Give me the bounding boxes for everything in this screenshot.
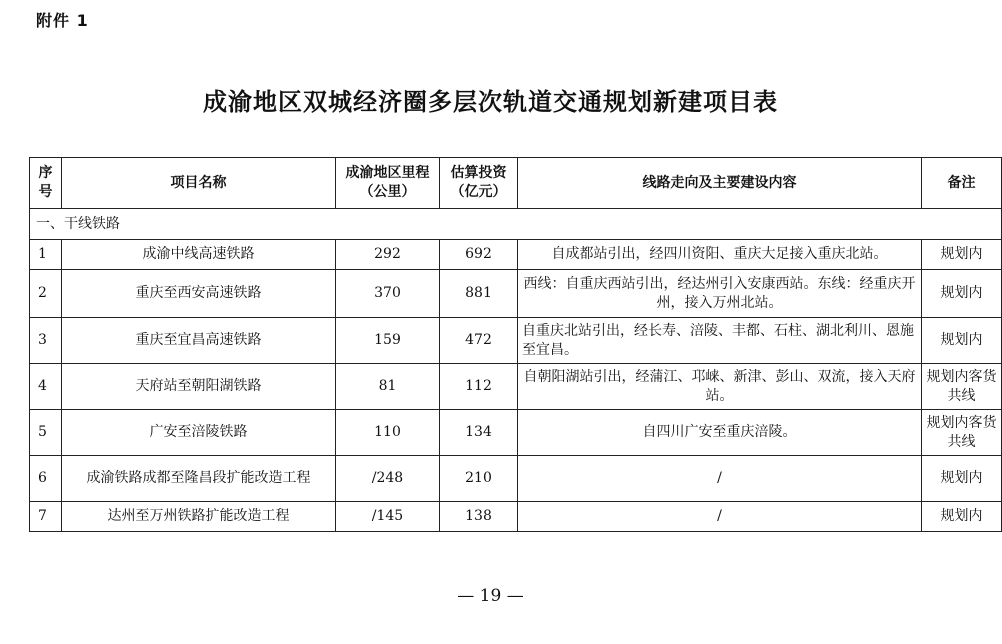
cell-remark: 规划内客货共线: [922, 364, 1002, 410]
cell-investment: 472: [440, 318, 518, 364]
cell-route: 西线：自重庆西站引出，经达州引入安康西站。东线：经重庆开州，接入万州北站。: [518, 270, 922, 318]
cell-name: 成渝中线高速铁路: [62, 240, 336, 270]
cell-length: 110: [336, 410, 440, 456]
cell-length: 159: [336, 318, 440, 364]
header-investment: 估算投资（亿元）: [440, 158, 518, 209]
table-row: [30, 240, 1002, 270]
cell-length: 370: [336, 270, 440, 318]
table-row: [30, 410, 1002, 456]
table-row: [30, 456, 1002, 502]
cell-route: /: [518, 502, 922, 532]
cell-name: 成渝铁路成都至隆昌段扩能改造工程: [62, 456, 336, 502]
header-remark: 备注: [922, 158, 1002, 209]
table-row: [30, 364, 1002, 410]
cell-name: 重庆至西安高速铁路: [62, 270, 336, 318]
cell-remark: 规划内: [922, 240, 1002, 270]
attachment-label: 附件 1: [36, 11, 89, 30]
header-name: 项目名称: [62, 158, 336, 209]
document-title: 成渝地区双城经济圈多层次轨道交通规划新建项目表: [203, 88, 778, 116]
cell-length: /145: [336, 502, 440, 532]
cell-remark: 规划内: [922, 318, 1002, 364]
cell-name: 广安至涪陵铁路: [62, 410, 336, 456]
cell-investment: 210: [440, 456, 518, 502]
header-no: 序号: [30, 158, 62, 209]
table-row: [30, 502, 1002, 532]
cell-no: 4: [30, 364, 62, 410]
cell-no: 2: [30, 270, 62, 318]
cell-route: 自重庆北站引出，经长寿、涪陵、丰都、石柱、湖北利川、恩施至宜昌。: [518, 318, 922, 364]
table-row: [30, 270, 1002, 318]
cell-length: 81: [336, 364, 440, 410]
cell-investment: 134: [440, 410, 518, 456]
table-header-row: [30, 158, 1002, 209]
cell-investment: 881: [440, 270, 518, 318]
cell-investment: 112: [440, 364, 518, 410]
cell-remark: 规划内客货共线: [922, 410, 1002, 456]
cell-no: 6: [30, 456, 62, 502]
cell-length: 292: [336, 240, 440, 270]
section-label: 一、干线铁路: [30, 209, 1002, 240]
cell-investment: 692: [440, 240, 518, 270]
cell-remark: 规划内: [922, 456, 1002, 502]
cell-route: 自四川广安至重庆涪陵。: [518, 410, 922, 456]
cell-name: 达州至万州铁路扩能改造工程: [62, 502, 336, 532]
cell-investment: 138: [440, 502, 518, 532]
cell-no: 7: [30, 502, 62, 532]
section-row: [30, 209, 1002, 240]
cell-route: /: [518, 456, 922, 502]
page-number: — 19 —: [457, 586, 524, 606]
cell-remark: 规划内: [922, 502, 1002, 532]
cell-route: 自成都站引出，经四川资阳、重庆大足接入重庆北站。: [518, 240, 922, 270]
cell-no: 1: [30, 240, 62, 270]
cell-length: /248: [336, 456, 440, 502]
cell-route: 自朝阳湖站引出，经蒲江、邛崃、新津、彭山、双流，接入天府站。: [518, 364, 922, 410]
cell-no: 5: [30, 410, 62, 456]
cell-name: 重庆至宜昌高速铁路: [62, 318, 336, 364]
cell-remark: 规划内: [922, 270, 1002, 318]
header-route: 线路走向及主要建设内容: [518, 158, 922, 209]
header-length: 成渝地区里程（公里）: [336, 158, 440, 209]
cell-name: 天府站至朝阳湖铁路: [62, 364, 336, 410]
table-row: [30, 318, 1002, 364]
cell-no: 3: [30, 318, 62, 364]
project-table: [29, 157, 1002, 532]
